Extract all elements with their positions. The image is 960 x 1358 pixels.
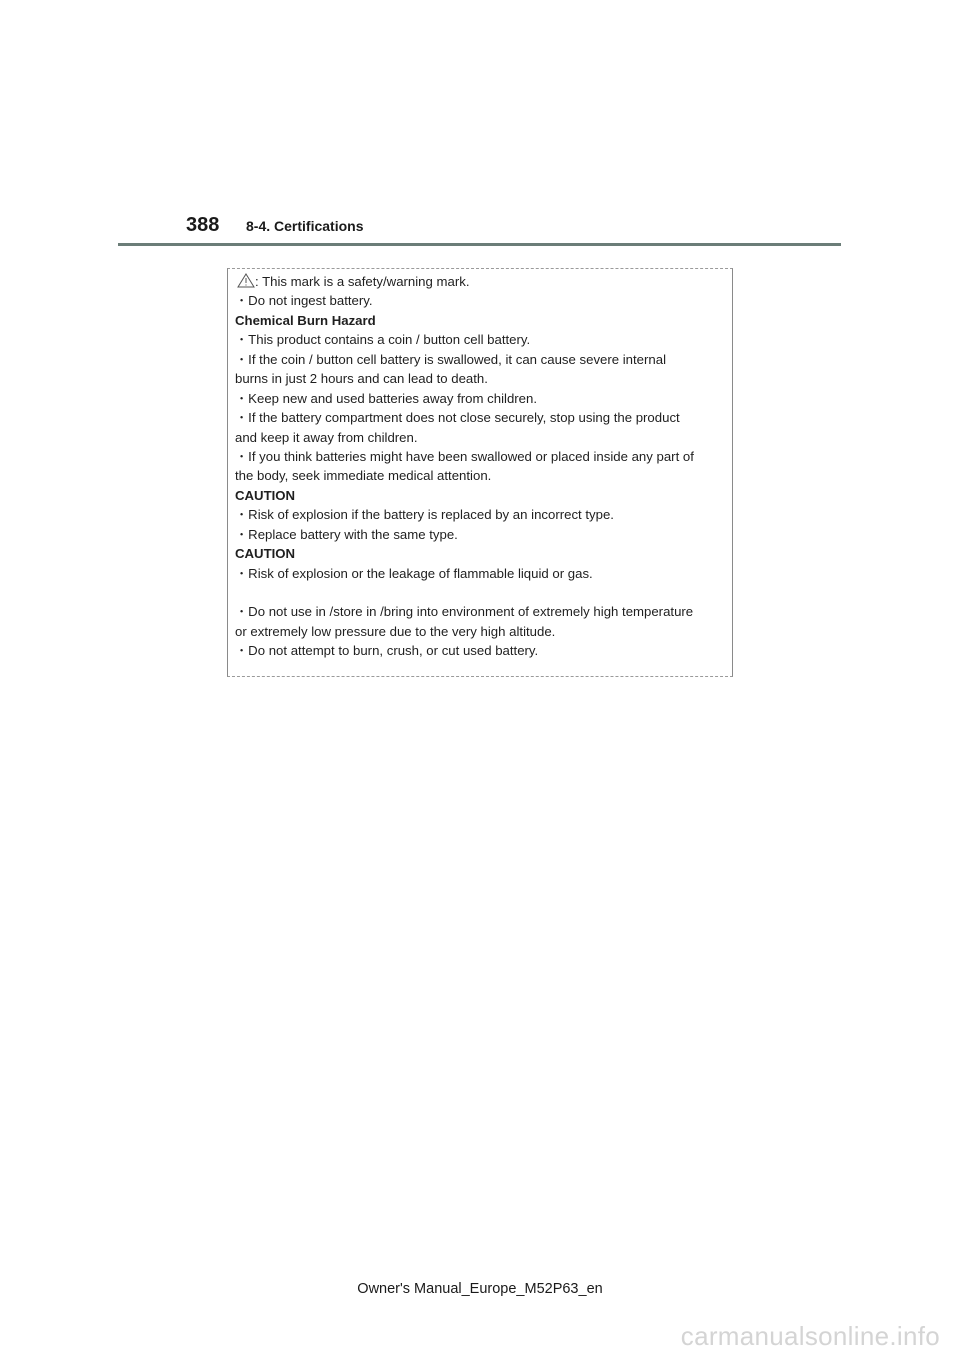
notice-line-text: burns in just 2 hours and can lead to death. — [235, 371, 488, 387]
notice-line — [235, 602, 725, 621]
battery-warning-text — [235, 272, 725, 661]
notice-line-text: ・Replace battery with the same type. — [235, 526, 458, 542]
notice-line-text: ・Do not use in /store in /bring into environment of extremely high temperature — [235, 604, 694, 620]
notice-line-text: ・Risk of explosion if the battery is replaced by an incorrect type. — [235, 507, 614, 523]
notice-line-text: the body, seek immediate medical attention. — [235, 468, 492, 484]
notice-heading — [235, 311, 725, 330]
notice-line-text: or extremely low pressure due to the very high altitude. — [235, 623, 556, 639]
notice-line — [235, 330, 725, 349]
section-title: 8-4. Certifications — [246, 218, 364, 234]
notice-line — [235, 447, 725, 466]
warning-triangle-icon — [237, 273, 255, 288]
notice-line-text: ・This product contains a coin / button cell battery. — [235, 332, 531, 348]
notice-line — [235, 408, 725, 427]
notice-line — [235, 291, 725, 310]
notice-line-text: and keep it away from children. — [235, 429, 418, 445]
notice-line-text: ・Keep new and used batteries away from children. — [235, 390, 538, 406]
notice-line — [235, 505, 725, 524]
notice-line-text: CAUTION — [235, 546, 296, 562]
page-number: 388 — [186, 214, 220, 236]
notice-line-text: ・Do not attempt to burn, crush, or cut used battery. — [235, 643, 539, 659]
watermark: carmanualsonline.info — [680, 1321, 940, 1351]
notice-line — [235, 564, 725, 583]
notice-line-text: ・If you think batteries might have been swallowed or placed inside any part of — [235, 448, 694, 464]
notice-line-text: ・Do not ingest battery. — [235, 293, 373, 309]
notice-line — [235, 389, 725, 408]
footer-manual-id: Owner's Manual_Europe_M52P63_en — [357, 1281, 603, 1297]
notice-line — [235, 525, 725, 544]
notice-spacer — [235, 583, 725, 602]
notice-line — [235, 428, 725, 447]
notice-line-text: ・If the coin / button cell battery is swallowed, it can cause severe internal — [235, 351, 667, 367]
notice-line-text: Chemical Burn Hazard — [235, 312, 376, 328]
notice-line-text: ・If the battery compartment does not close securely, stop using the product — [235, 410, 680, 426]
notice-heading — [235, 544, 725, 563]
notice-line-text: : This mark is a safety/warning mark. — [255, 274, 470, 289]
notice-line-text: CAUTION — [235, 487, 296, 503]
notice-heading — [235, 486, 725, 505]
notice-line — [235, 369, 725, 388]
notice-line-text: ・Risk of explosion or the leakage of flammable liquid or gas. — [235, 565, 593, 581]
notice-line — [235, 466, 725, 485]
notice-line — [235, 350, 725, 369]
notice-line — [235, 641, 725, 660]
notice-line — [235, 622, 725, 641]
notice-line — [235, 272, 725, 291]
header-rule — [118, 243, 841, 246]
